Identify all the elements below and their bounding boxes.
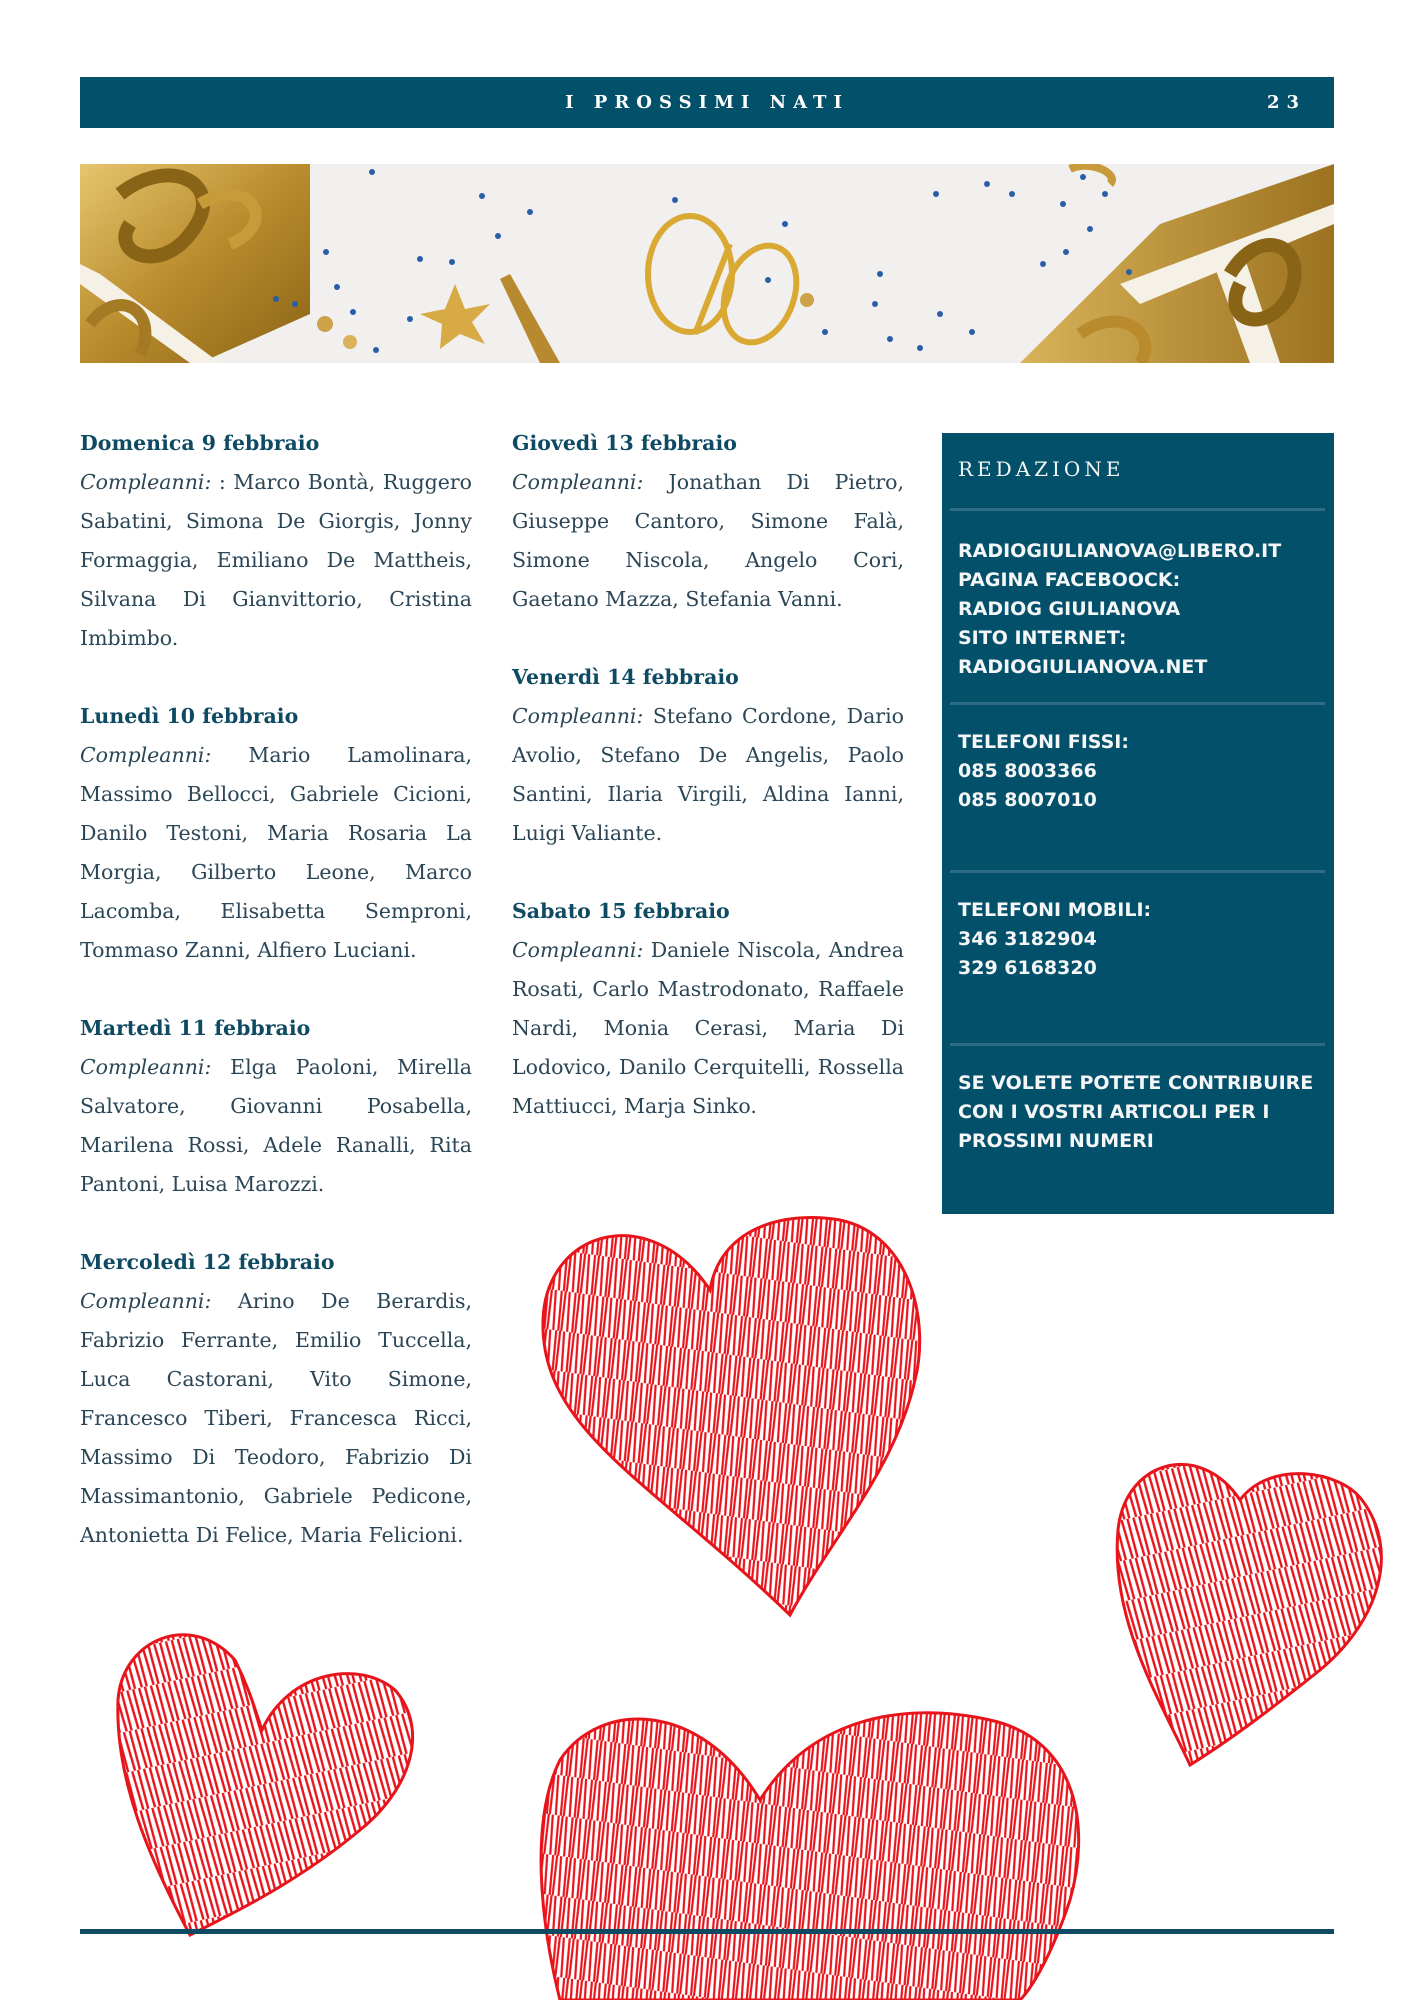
heart-icon bbox=[543, 1218, 920, 1615]
redazione-sidebar bbox=[942, 433, 1334, 1214]
heart-icon bbox=[118, 1635, 413, 1935]
birthday-label: Compleanni: bbox=[80, 470, 212, 494]
day-heading: Sabato 15 febbraio bbox=[512, 899, 730, 923]
sidebar-divider bbox=[950, 702, 1325, 705]
website-label: SITO INTERNET: bbox=[958, 627, 1127, 649]
sidebar-divider bbox=[950, 508, 1325, 511]
birthday-names: Jonathan Di Pietro, Giuseppe Cantoro, Simone Falà, Simone Niscola, Angelo Cori, Gaetano Mazza, Stefania Vanni. bbox=[512, 470, 904, 611]
email-link[interactable]: RADIOGIULIANOVA@LIBERO.IT bbox=[958, 540, 1282, 562]
day-heading: Domenica 9 febbraio bbox=[80, 431, 320, 455]
birthday-entry bbox=[512, 658, 904, 853]
mobile-label: TELEFONI MOBILI: bbox=[958, 899, 1152, 921]
header-bar bbox=[80, 77, 1334, 128]
birthday-entry bbox=[80, 697, 472, 970]
birthday-entry bbox=[80, 424, 472, 658]
birthday-label: Compleanni: bbox=[512, 470, 644, 494]
footer-rule bbox=[80, 1929, 1334, 1934]
landline-label: TELEFONI FISSI: bbox=[958, 731, 1129, 753]
birthday-entry bbox=[80, 1009, 472, 1204]
birthday-label: Compleanni: bbox=[80, 743, 212, 767]
heart-icon bbox=[541, 1713, 1079, 2000]
contribute-line: PROSSIMI NUMERI bbox=[958, 1130, 1154, 1152]
day-heading: Giovedì 13 febbraio bbox=[512, 431, 737, 455]
landline-number[interactable]: 085 8003366 bbox=[958, 760, 1097, 782]
mobile-block bbox=[958, 896, 1328, 983]
birthday-label: Compleanni: bbox=[512, 704, 644, 728]
day-heading: Martedì 11 febbraio bbox=[80, 1016, 311, 1040]
birthday-names: Mario Lamolinara, Massimo Bellocci, Gabriele Cicioni, Danilo Testoni, Maria Rosaria La Morgia, Gilberto Leone, Marco Lacomba, Elisabetta Semproni, Tommaso Zanni, Alfiero Luciani. bbox=[80, 743, 472, 962]
gift-banner-image bbox=[80, 164, 1334, 363]
birthday-entry bbox=[512, 424, 904, 619]
birthday-names: Arino De Berardis, Fabrizio Ferrante, Emilio Tuccella, Luca Castorani, Vito Simone, Francesco Tiberi, Francesca Ricci, Massimo Di Teodoro, Fabrizio Di Massimantonio, Gabriele Pedicone, Antonietta Di Felice, Maria Felicioni. bbox=[80, 1289, 472, 1547]
mobile-number[interactable]: 346 3182904 bbox=[958, 928, 1097, 950]
birthday-label: Compleanni: bbox=[80, 1289, 212, 1313]
birthday-names: Stefano Cordone, Dario Avolio, Stefano De Angelis, Paolo Santini, Ilaria Virgili, Aldina Ianni, Luigi Valiante. bbox=[512, 704, 904, 845]
contact-block bbox=[958, 537, 1328, 682]
contribute-line: SE VOLETE POTETE CONTRIBUIRE bbox=[958, 1072, 1314, 1094]
landline-number[interactable]: 085 8007010 bbox=[958, 789, 1097, 811]
facebook-label: PAGINA FACEBOOCK: bbox=[958, 569, 1181, 591]
day-heading: Mercoledì 12 febbraio bbox=[80, 1250, 335, 1274]
birthday-column-left bbox=[80, 424, 472, 1594]
heart-icon bbox=[1117, 1464, 1381, 1765]
birthday-entry bbox=[80, 1243, 472, 1555]
day-heading: Venerdì 14 febbraio bbox=[512, 665, 739, 689]
birthday-label: Compleanni: bbox=[80, 1055, 212, 1079]
section-title: I PROSSIMI NATI bbox=[565, 92, 849, 113]
page-number: 23 bbox=[1266, 92, 1306, 113]
day-heading: Lunedì 10 febbraio bbox=[80, 704, 299, 728]
birthday-names: Daniele Niscola, Andrea Rosati, Carlo Mastrodonato, Raffaele Nardi, Monia Cerasi, Maria Di Lodovico, Danilo Cerquitelli, Rossella Mattiucci, Marja Sinko. bbox=[512, 938, 904, 1118]
sidebar-divider bbox=[950, 1043, 1325, 1046]
birthday-column-middle bbox=[512, 424, 904, 1165]
website-link[interactable]: RADIOGIULIANOVA.NET bbox=[958, 656, 1208, 678]
contribute-line: CON I VOSTRI ARTICOLI PER I bbox=[958, 1101, 1270, 1123]
birthday-entry bbox=[512, 892, 904, 1126]
birthday-label: Compleanni: bbox=[512, 938, 644, 962]
birthday-names: : Marco Bontà, Ruggero Sabatini, Simona De Giorgis, Jonny Formaggia, Emiliano De Mattheis, Silvana Di Gianvittorio, Cristina Imbimbo. bbox=[80, 470, 472, 650]
landline-block bbox=[958, 728, 1328, 815]
mobile-number[interactable]: 329 6168320 bbox=[958, 957, 1097, 979]
facebook-page-link[interactable]: RADIOG GIULIANOVA bbox=[958, 598, 1181, 620]
contribute-block bbox=[958, 1069, 1328, 1156]
sidebar-title: REDAZIONE bbox=[958, 457, 1125, 481]
sidebar-divider bbox=[950, 870, 1325, 873]
birthday-names: Elga Paoloni, Mirella Salvatore, Giovanni Posabella, Marilena Rossi, Adele Ranalli, Rita Pantoni, Luisa Marozzi. bbox=[80, 1055, 472, 1196]
